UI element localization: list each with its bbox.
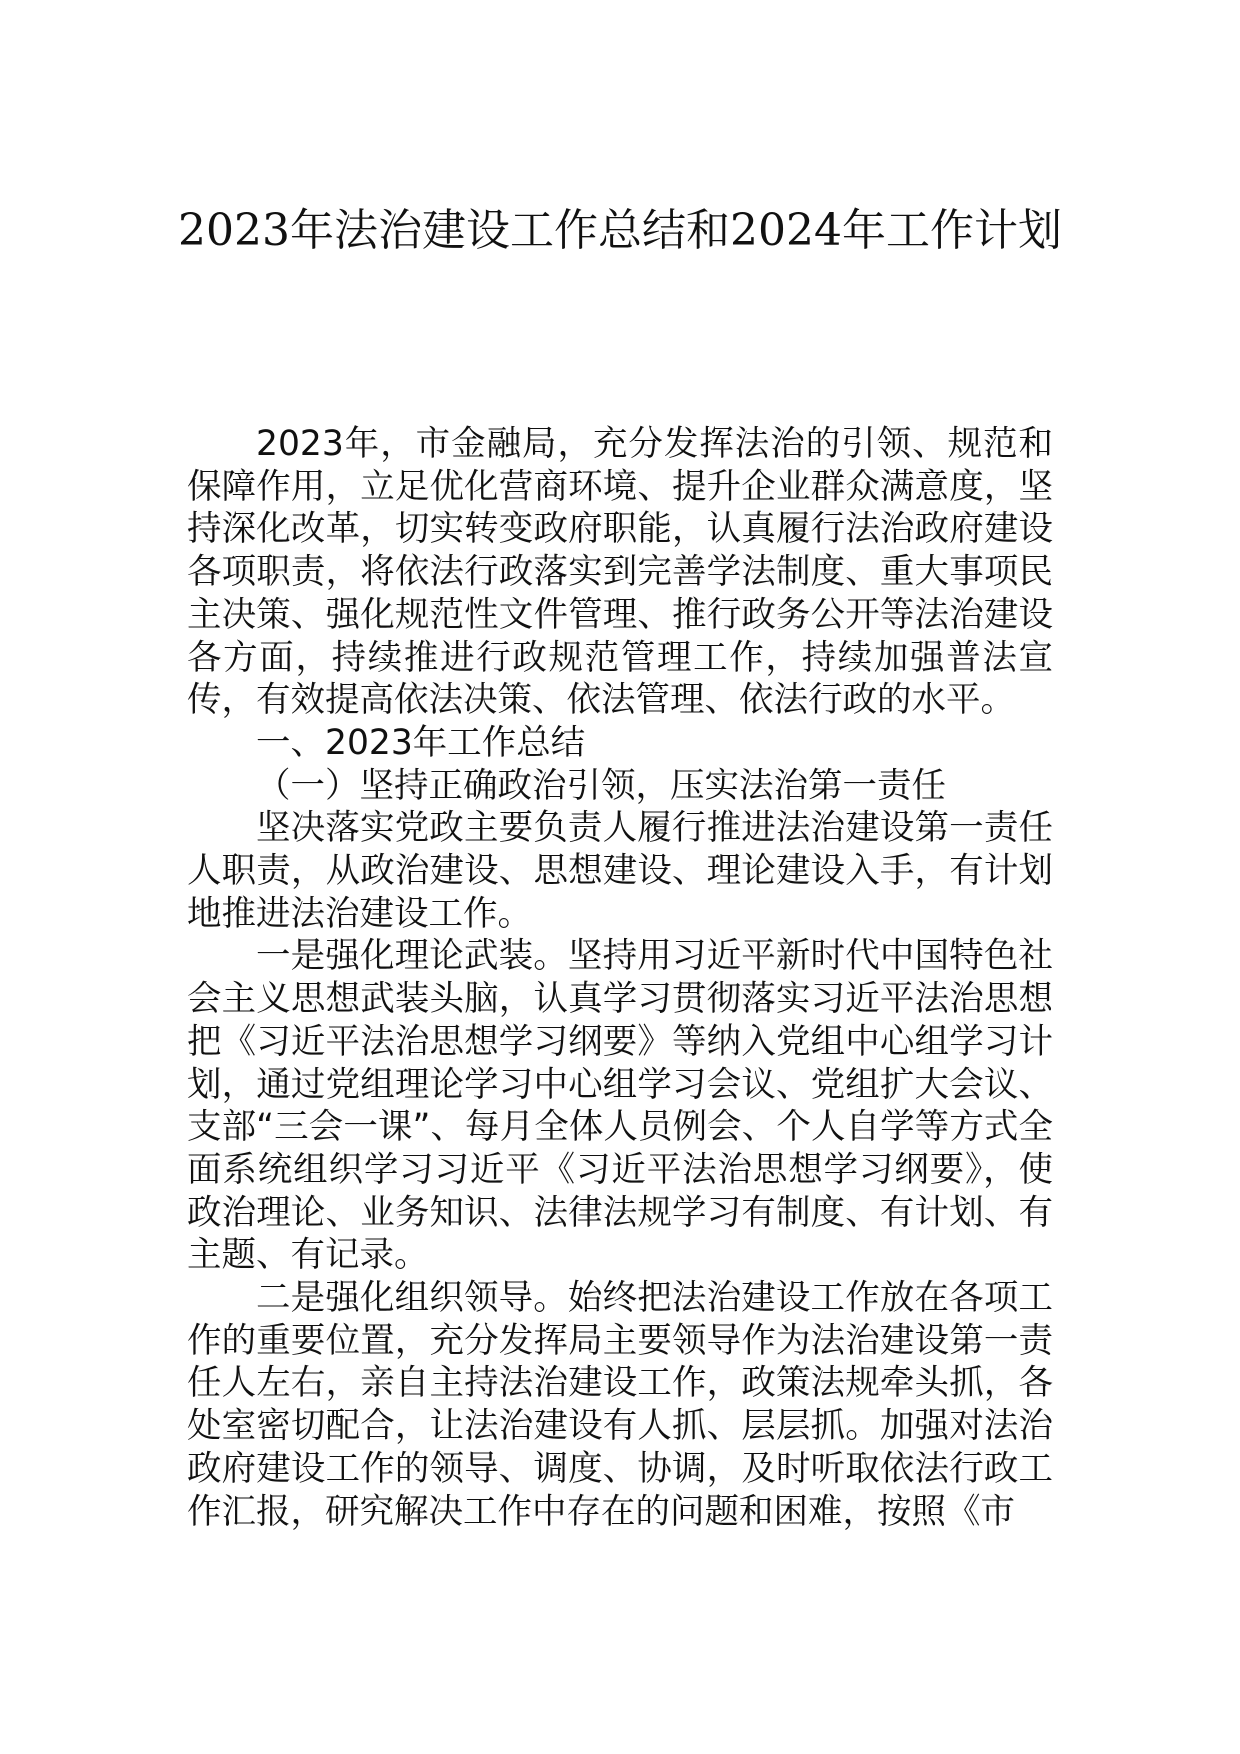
body-paragraph: 一是强化理论武装。坚持用习近平新时代中国特色社会主义思想武装头脑，认真学习贯彻落实习近平法治思想把《习近平法治思想学习纲要》等纳入党组中心组学习计划，通过党组理论学习中心组学习会议、党组扩大会议、支部“三会一课”、每月全体人员例会、个人自学等方式全面系统组织学习习近平《习近平法治思想学习纲要》，使政治理论、业务知识、法律法规学习有制度、有计划、有主题、有记录。 — [187, 936, 1053, 1276]
body-paragraph: 坚决落实党政主要负责人履行推进法治建设第一责任人职责，从政治建设、思想建设、理论建设入手，有计划地推进法治建设工作。 — [187, 808, 1053, 934]
document-title: 2023年法治建设工作总结和2024年工作计划 — [178, 205, 1062, 256]
body-paragraph: 二是强化组织领导。始终把法治建设工作放在各项工作的重要位置，充分发挥局主要领导作为法治建设第一责任人左右，亲自主持法治建设工作，政策法规牵头抓，各处室密切配合，让法治建设有人抓、层层抓。加强对法治政府建设工作的领导、调度、协调，及时听取依法行政工作汇报，研究解决工作中存在的问题和困难，按照《市 — [187, 1278, 1053, 1532]
intro-paragraph: 2023年，市金融局，充分发挥法治的引领、规范和保障作用，立足优化营商环境、提升企业群众满意度，坚持深化改革，切实转变政府职能，认真履行法治政府建设各项职责，将依法行政落实到完善学法制度、重大事项民主决策、强化规范性文件管理、推行政务公开等法治建设各方面，持续推进行政规范管理工作，持续加强普法宣传，有效提高依法决策、依法管理、依法行政的水平。 — [187, 424, 1053, 721]
document-body — [187, 423, 1053, 1533]
subsection-heading: （一）坚持正确政治引领，压实法治第一责任 — [256, 765, 946, 806]
section-heading: 一、2023年工作总结 — [256, 722, 586, 763]
